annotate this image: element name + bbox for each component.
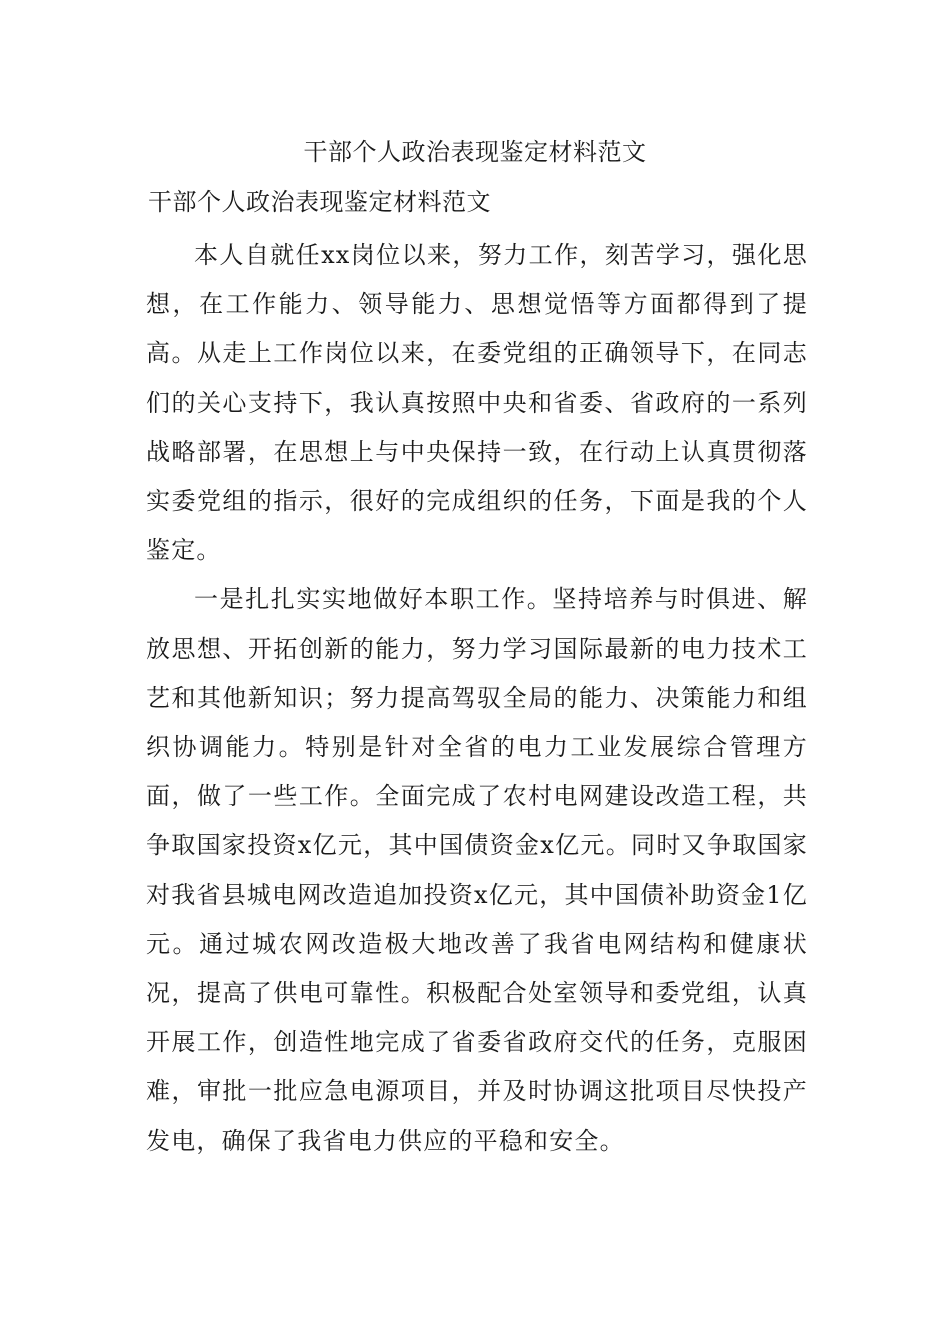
document-title: 干部个人政治表现鉴定材料范文 <box>303 138 647 166</box>
document-subtitle: 干部个人政治表现鉴定材料范文 <box>148 188 491 216</box>
paragraph-intro: 本人自就任xx岗位以来，努力工作，刻苦学习，强化思想，在工作能力、领导能力、思想觉悟等方面都得到了提高。从走上工作岗位以来，在委党组的正确领导下，在同志们的关心支持下，我认真按照中央和省委、省政府的一系列战略部署，在思想上与中央保持一致，在行动上认真贯彻落实委党组的指示，很好的完成组织的任务，下面是我的个人鉴定。 <box>146 241 808 565</box>
document-body <box>146 231 808 1166</box>
paragraph-work-duties: 一是扎扎实实地做好本职工作。坚持培养与时俱进、解放思想、开拓创新的能力，努力学习国际最新的电力技术工艺和其他新知识；努力提高驾驭全局的能力、决策能力和组织协调能力。特别是针对全省的电力工业发展综合管理方面，做了一些工作。全面完成了农村电网建设改造工程，共争取国家投资x亿元，其中国债资金x亿元。同时又争取国家对我省县城电网改造追加投资x亿元，其中国债补助资金1亿元。通过城农网改造极大地改善了我省电网结构和健康状况，提高了供电可靠性。积极配合处室领导和委党组，认真开展工作，创造性地完成了省委省政府交代的任务，克服困难，审批一批应急电源项目，并及时协调这批项目尽快投产发电，确保了我省电力供应的平稳和安全。 <box>146 585 808 1155</box>
